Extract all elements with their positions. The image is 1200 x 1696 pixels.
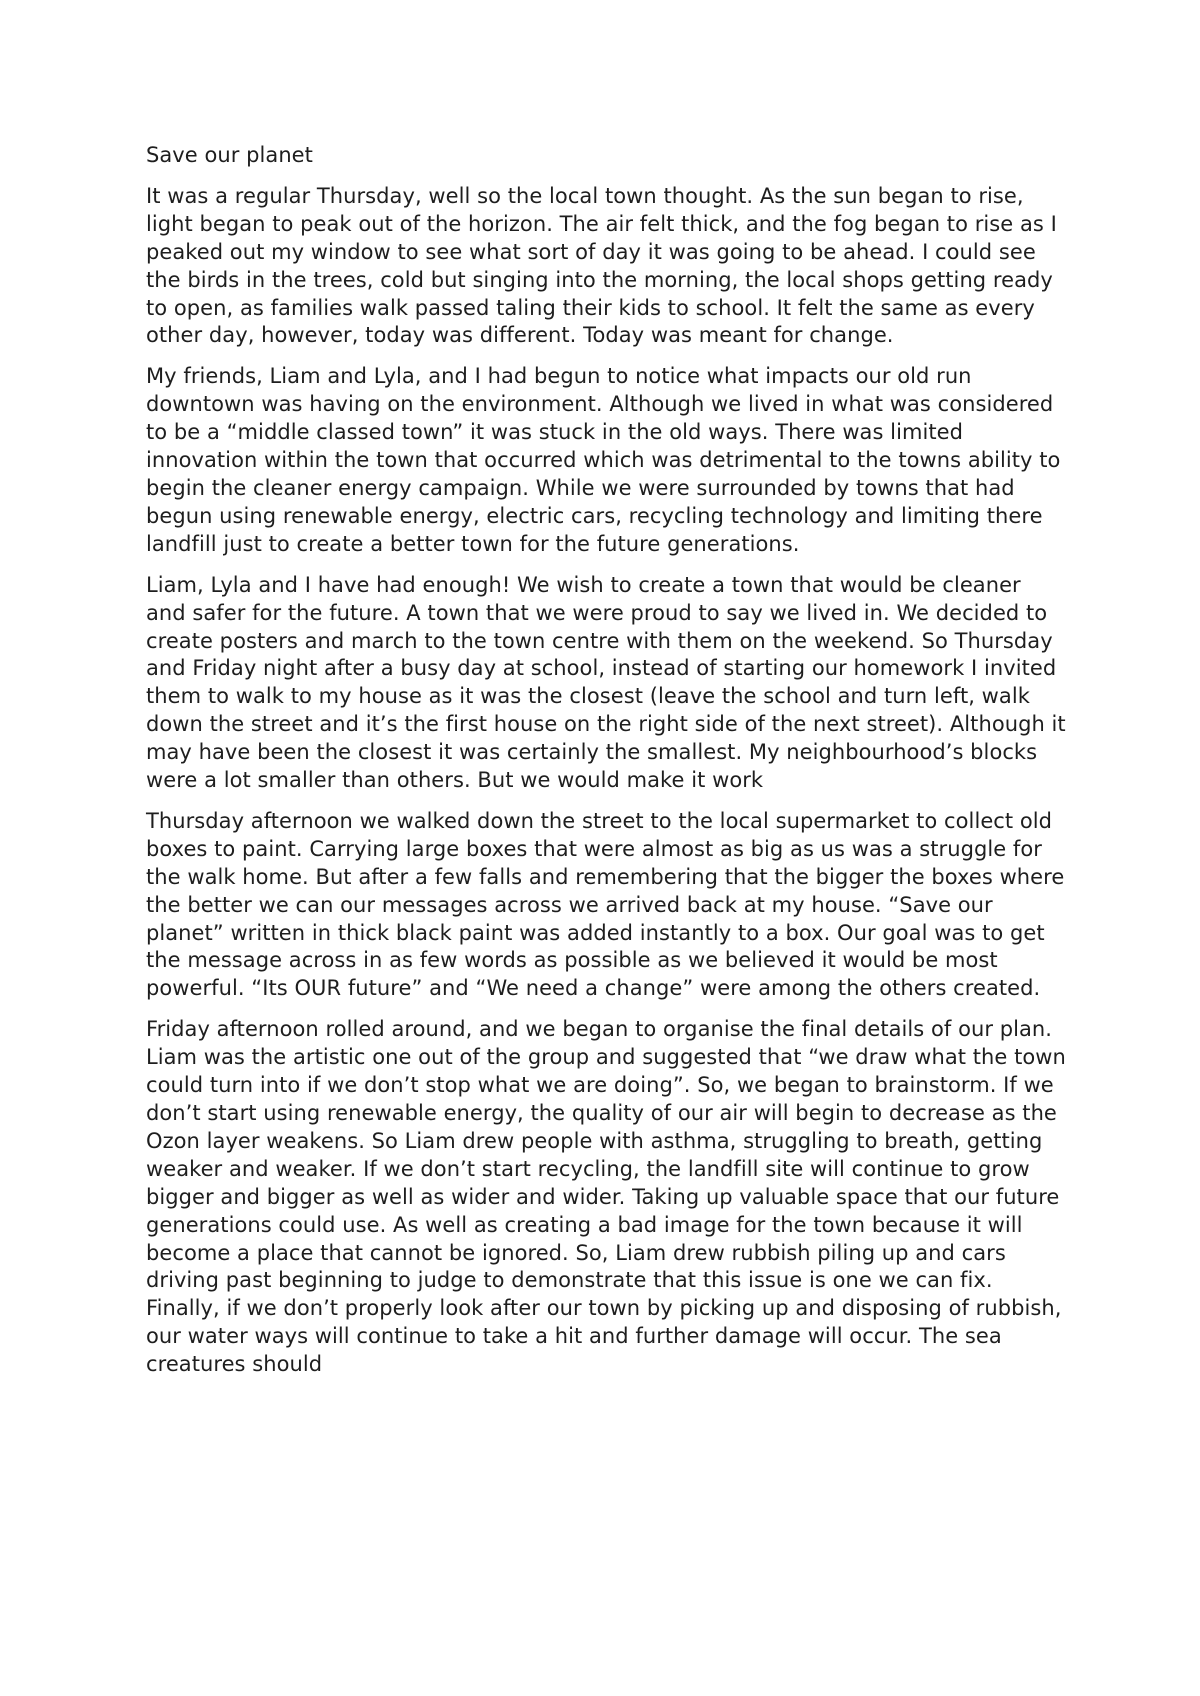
paragraph: My friends, Liam and Lyla, and I had begun to notice what impacts our old run downtown was having on the environment. Although we lived in what was considered to be a “middle classed town” it was stuck in the old ways. There was limited innovation within the town that occurred which was detrimental to the towns ability to begin the cleaner energy campaign. While we were surrounded by towns that had begun using renewable energy, electric cars, recycling technology and limiting there landfill just to create a better town for the future generations. bbox=[146, 364, 1061, 556]
paragraph: It was a regular Thursday, well so the local town thought. As the sun began to rise, light began to peak out of the horizon. The air felt thick, and the fog began to rise as I peaked out my window to see what sort of day it was going to be ahead. I could see the birds in the trees, cold but singing into the morning, the local shops getting ready to open, as families walk passed taling their kids to school. It felt the same as every other day, however, today was different. Today was meant for change. bbox=[146, 183, 1057, 348]
document-title: Save our planet bbox=[146, 143, 313, 167]
document-body bbox=[146, 142, 1066, 1392]
paragraph: Friday afternoon rolled around, and we began to organise the final details of our plan. Liam was the artistic one out of the group and suggested that “we draw what the town could turn into if we don’t stop what we are doing”. So, we began to brainstorm. If we don’t start using renewable energy, the quality of our air will begin to decrease as the Ozon layer weakens. So Liam drew people with asthma, struggling to breath, getting weaker and weaker. If we don’t start recycling, the landfill site will continue to grow bigger and bigger as well as wider and wider. Taking up valuable space that our future generations could use. As well as creating a bad image for the town because it will become a place that cannot be ignored. So, Liam drew rubbish piling up and cars driving past beginning to judge to demonstrate that this issue is one we can fix. Finally, if we don’t properly look after our town by picking up and disposing of rubbish, our water ways will continue to take a hit and further damage will occur. The sea creatures should bbox=[146, 1017, 1066, 1377]
paragraph: Liam, Lyla and I have had enough! We wish to create a town that would be cleaner and safer for the future. A town that we were proud to say we lived in. We decided to create posters and march to the town centre with them on the weekend. So Thursday and Friday night after a busy day at school, instead of starting our homework I invited them to walk to my house as it was the closest (leave the school and turn left, walk down the street and it’s the first house on the right side of the next street). Although it may have been the closest it was certainly the smallest. My neighbourhood’s blocks were a lot smaller than others. But we would make it work bbox=[146, 572, 1066, 793]
paragraph: Thursday afternoon we walked down the street to the local supermarket to collect old boxes to paint. Carrying large boxes that were almost as big as us was a struggle for the walk home. But after a few falls and remembering that the bigger the boxes where the better we can our messages across we arrived back at my house. “Save our planet” written in thick black paint was added instantly to a box. Our goal was to get the message across in as few words as possible as we believed it would be most powerful. “Its OUR future” and “We need a change” were among the others created. bbox=[146, 808, 1065, 1001]
